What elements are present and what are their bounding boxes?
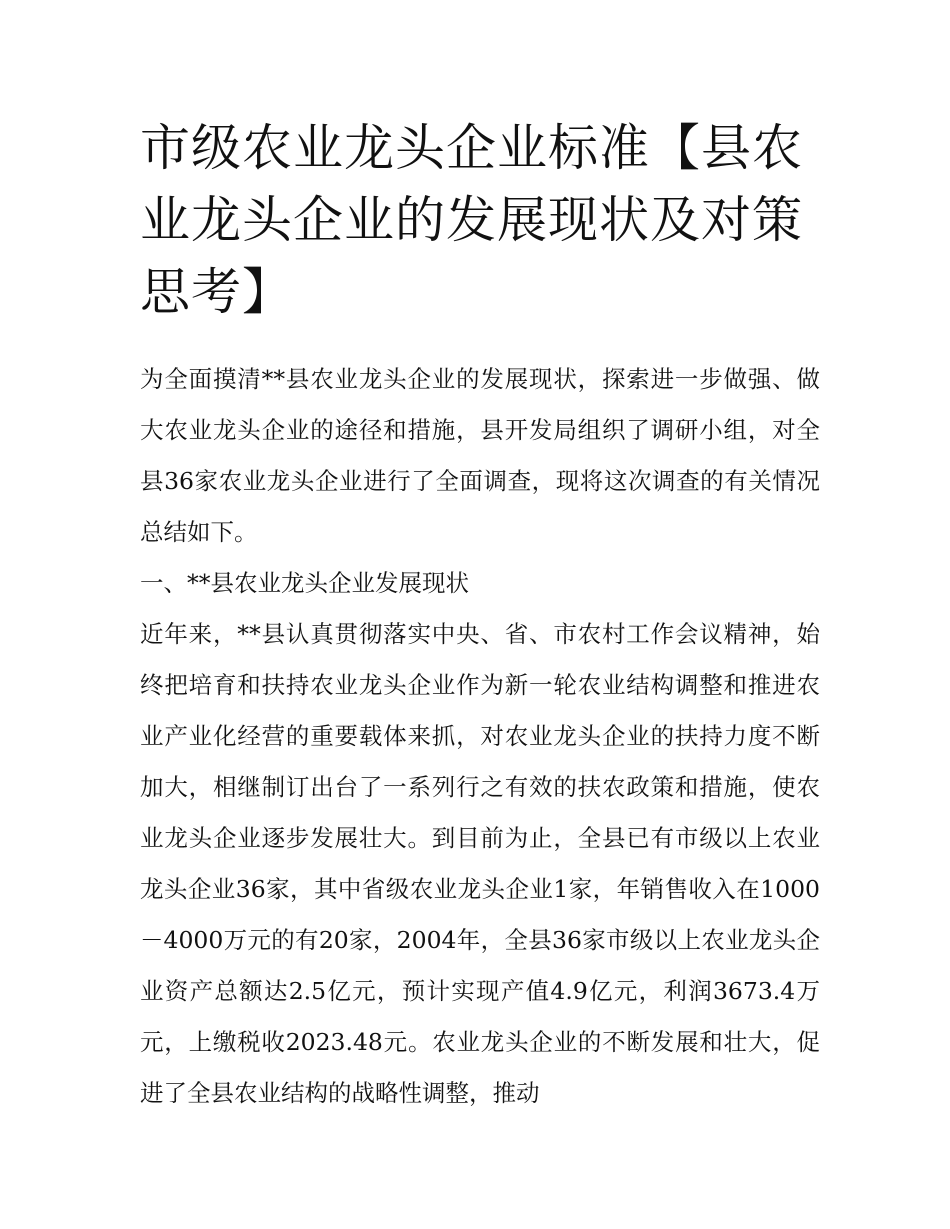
intro-paragraph: 为全面摸清**县农业龙头企业的发展现状，探索进一步做强、做大农业龙头企业的途径和措施，县开发局组织了调研小组，对全县36家农业龙头企业进行了全面调查，现将这次调查的有关情况总结如下。	[140, 365, 820, 546]
document-body	[140, 354, 820, 1119]
section-paragraph: 近年来，**县认真贯彻落实中央、省、市农村工作会议精神，始终把培育和扶持农业龙头企业作为新一轮农业结构调整和推进农业产业化经营的重要载体来抓，对农业龙头企业的扶持力度不断加大，相继制订出台了一系列行之有效的扶农政策和措施，使农业龙头企业逐步发展壮大。到目前为止，全县已有市级以上农业龙头企业36家，其中省级农业龙头企业1家，年销售收入在1000－4000万元的有20家，2004年，全县36家市级以上农业龙头企业资产总额达2.5亿元，预计实现产值4.9亿元，利润3673.4万元，上缴税收2023.48元。农业龙头企业的不断发展和壮大，促进了全县农业结构的战略性调整，推动	[140, 620, 820, 1107]
document-title: 市级农业龙头企业标准【县农业龙头企业的发展现状及对策思考】	[140, 119, 803, 321]
section-heading: 一、**县农业龙头企业发展现状	[140, 569, 469, 597]
